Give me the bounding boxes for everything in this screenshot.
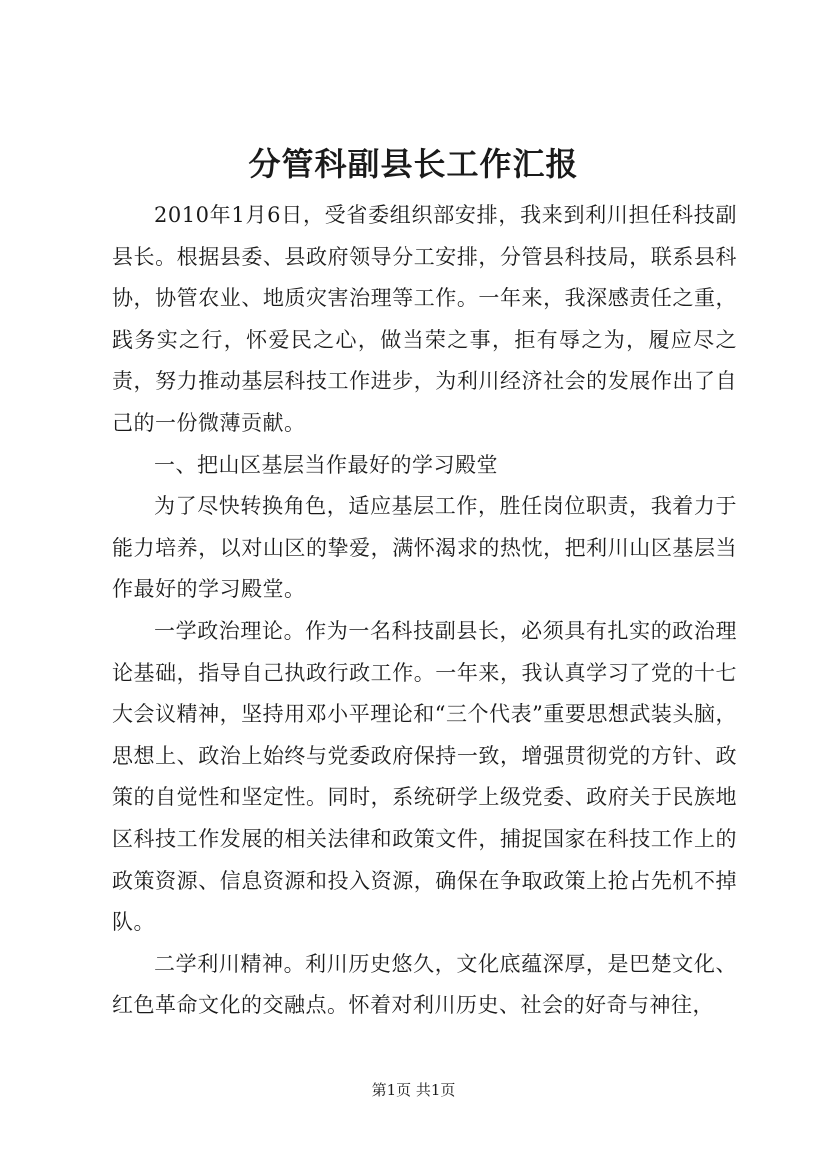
- paragraph-lichuan-spirit: 二学利川精神。利川历史悠久，文化底蕴深厚，是巴楚文化、红色革命文化的交融点。怀着对利川历史、社会的好奇与神往，: [112, 951, 737, 1018]
- paragraph-intro: 2010年1月6日，受省委组织部安排，我来到利川担任科技副县长。根据县委、县政府领导分工安排，分管县科技局，联系县科协，协管农业、地质灾害治理等工作。一年来，我深感责任之重，践务实之行，怀爱民之心，做当荣之事，拒有辱之为，履应尽之责，努力推动基层科技工作进步，为利川经济社会的发展作出了自己的一份微薄贡献。: [112, 203, 737, 435]
- document-title: 分管科副县长工作汇报: [248, 145, 579, 183]
- document-body: [112, 195, 737, 1027]
- paragraph-learning: 为了尽快转换角色，适应基层工作，胜任岗位职责，我着力于能力培养，以对山区的挚爱，满怀渴求的热忱，把利川山区基层当作最好的学习殿堂。: [112, 494, 737, 602]
- paragraph-political-theory: 一学政治理论。作为一名科技副县长，必须具有扎实的政治理论基础，指导自己执政行政工作。一年来，我认真学习了党的十七大会议精神，坚持用邓小平理论和“三个代表”重要思想武装头脑，思想上、政治上始终与党委政府保持一致，增强贯彻党的方针、政策的自觉性和坚定性。同时，系统研学上级党委、政府关于民族地区科技工作发展的相关法律和政策文件，捕捉国家在科技工作上的政策资源、信息资源和投入资源，确保在争取政策上抢占先机不掉队。: [112, 618, 737, 935]
- page-footer: 第1页 共1页: [371, 1081, 456, 1099]
- section-heading-1: 一、把山区基层当作最好的学习殿堂: [154, 452, 498, 477]
